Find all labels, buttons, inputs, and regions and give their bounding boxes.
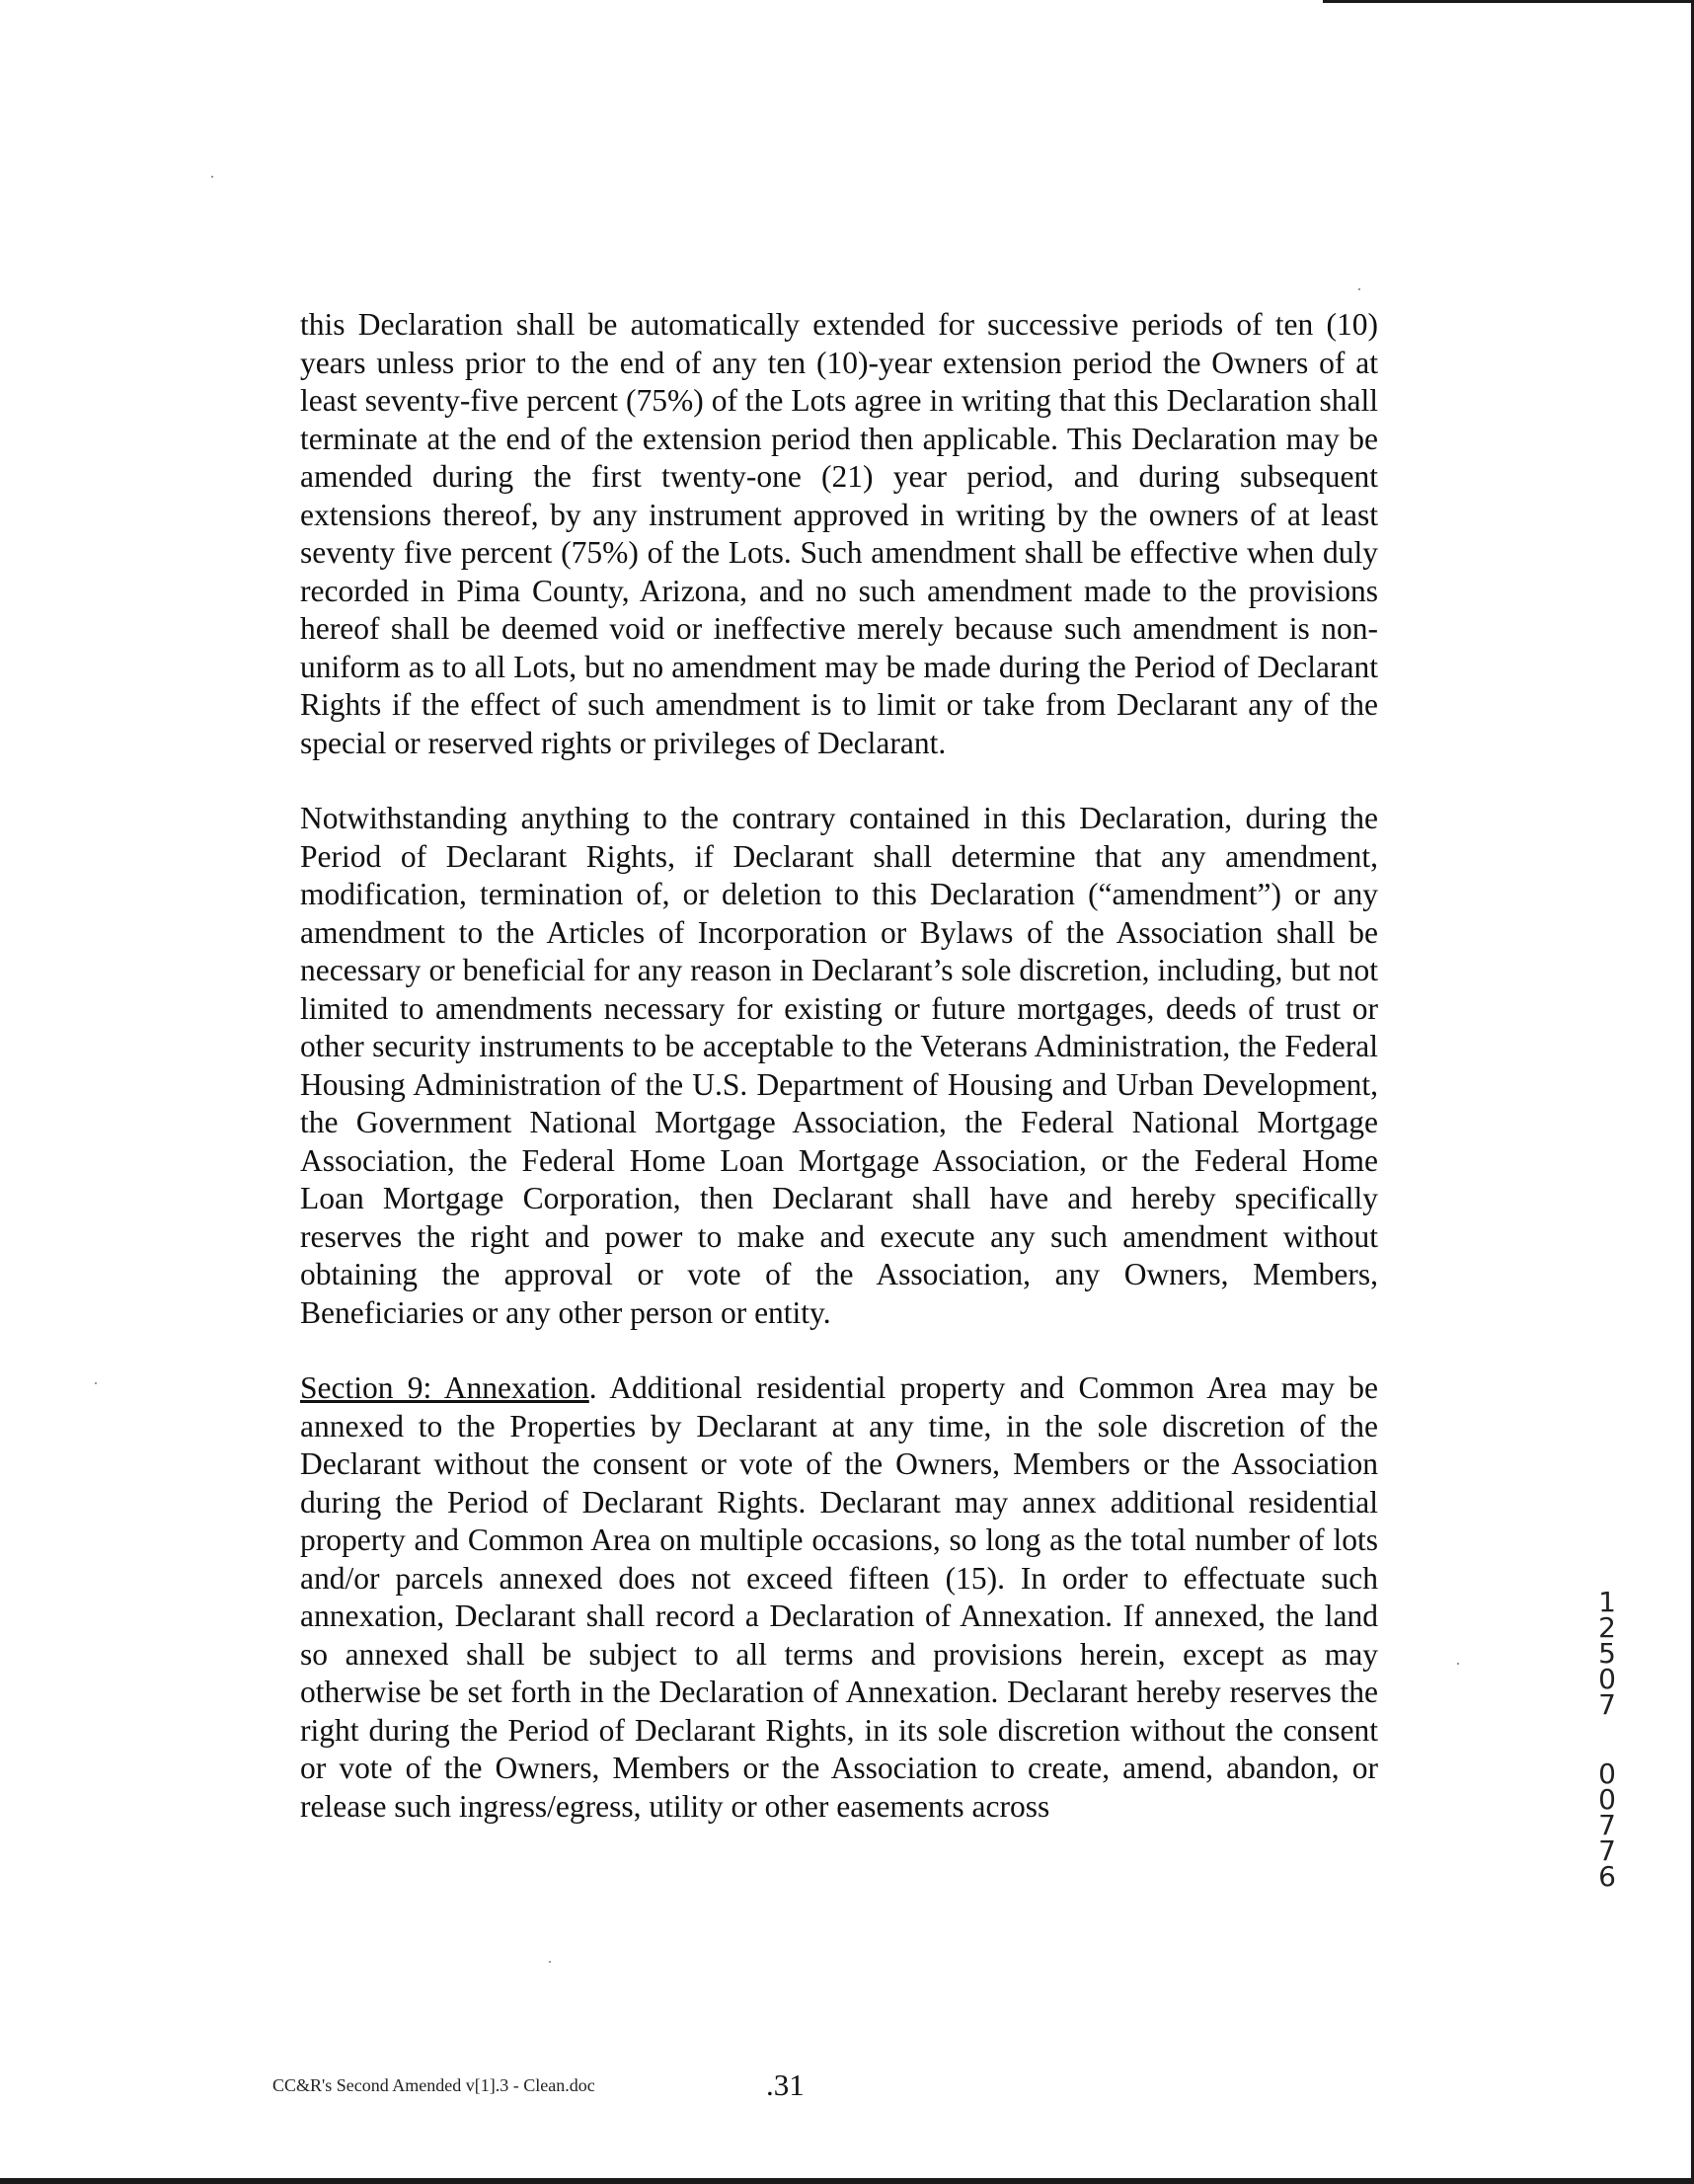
page-number: .31 (766, 2067, 805, 2102)
recording-gap (1587, 1718, 1627, 1761)
scan-border-top (1323, 0, 1694, 3)
recording-digit: 7 (1598, 1809, 1616, 1841)
scan-speck (1457, 1663, 1459, 1665)
scan-border-bottom (0, 2178, 1694, 2184)
section-heading: Section 9: Annexation (300, 1370, 589, 1405)
recording-digit: 6 (1598, 1860, 1616, 1893)
recording-digit: 0 (1598, 1783, 1616, 1816)
recording-digit: 1 (1598, 1586, 1616, 1618)
recording-digit: 7 (1598, 1688, 1616, 1721)
scan-speck (549, 1961, 551, 1963)
recording-digit: 7 (1598, 1834, 1616, 1867)
paragraph-term-extension: this Declaration shall be automatically extended for successive periods of ten (10) years unless prior to the end of any ten (10)-year extension period the Owners of at least seventy-five percent (75%) of the Lots agree in writing that this Declaration shall terminate at the end of the extension period then applicable. This Declaration may be amended during the first twenty-one (21) year period, and during subsequent extensions thereof, by any instrument approved in writing by the owners of at least seventy five percent (75%) of the Lots. Such amendment shall be effective when duly recorded in Pima County, Arizona, and no such amendment made to the provisions hereof shall be deemed void or ineffective merely because such amendment is non-uniform as to all Lots, but no amendment may be made during the Period of Declarant Rights if the effect of such amendment is to limit or take from Declarant any of the special or reserved rights or privileges of Declarant. (300, 307, 1378, 760)
paragraph-section-9 (300, 1369, 1378, 1826)
section-text: . Additional residential property and Common Area may be annexed to the Properties by Declarant at any time, in the sole discretion of the Declarant without the consent or vote of the Owners, Members or the Association during the Period of Declarant Rights. Declarant may annex additional residential property and Common Area on multiple occasions, so long as the total number of lots and/or parcels annexed does not exceed fifteen (15). In order to effectuate such annexation, Declarant shall record a Declaration of Annexation. If annexed, the land so annexed shall be subject to all terms and provisions herein, except as may otherwise be set forth in the Declaration of Annexation. Declarant hereby reserves the right during the Period of Declarant Rights, in its sole discretion without the consent or vote of the Owners, Members or the Association to create, amend, abandon, or release such ingress/egress, utility or other easements across (300, 1370, 1378, 1824)
scan-speck (95, 1382, 97, 1384)
document-body (300, 306, 1378, 1863)
footer-filename: CC&R's Second Amended v[1].3 - Clean.doc (272, 2075, 595, 2095)
recording-digit: 0 (1598, 1663, 1616, 1695)
recording-digit: 0 (1598, 1757, 1616, 1790)
recording-number (1587, 1586, 1627, 1893)
scan-speck (1358, 288, 1360, 290)
recording-digit: 5 (1598, 1637, 1616, 1670)
scan-speck (211, 176, 213, 178)
recording-digit: 2 (1598, 1611, 1616, 1644)
paragraph-declarant-amendment: Notwithstanding anything to the contrary contained in this Declaration, during the Period of Declarant Rights, if Declarant shall determine that any amendment, modification, termination of, or deletion to this Declaration (“amendment”) or any amendment to the Articles of Incorporation or Bylaws of the Association shall be necessary or beneficial for any reason in Declarant’s sole discretion, including, but not limited to amendments necessary for existing or future mortgages, deeds of trust or other security instruments to be acceptable to the Veterans Administration, the Federal Housing Administration of the U.S. Department of Housing and Urban Development, the Government National Mortgage Association, the Federal National Mortgage Association, the Federal Home Loan Mortgage Association, or the Federal Home Loan Mortgage Corporation, then Declarant shall have and hereby specifically reserves the right and power to make and execute any such amendment without obtaining the approval or vote of the Association, any Owners, Members, Beneficiaries or any other person or entity. (300, 801, 1378, 1330)
